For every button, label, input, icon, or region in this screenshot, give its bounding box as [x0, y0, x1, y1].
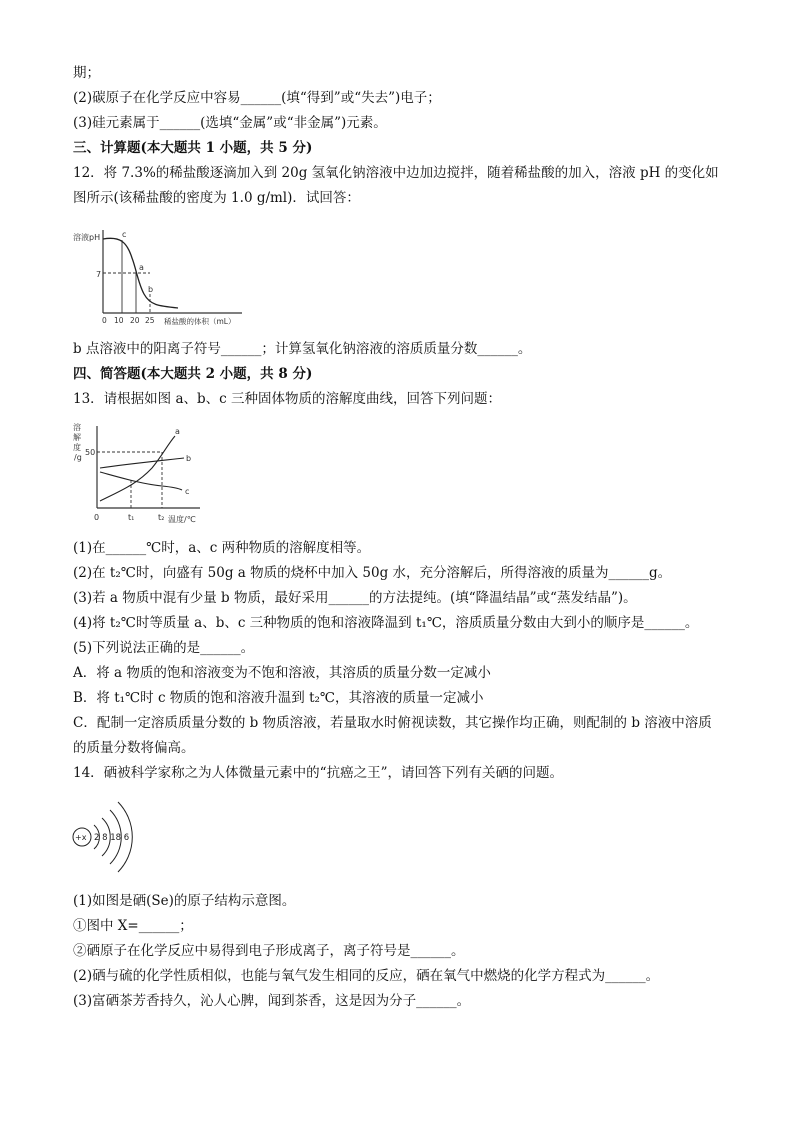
text-line: 的质量分数将偏高。: [73, 740, 195, 756]
question-14-text: 14．硒被科学家称之为人体微量元素中的“抗癌之王”，请回答下列有关硒的问题。: [73, 765, 563, 781]
text-line: (2)硒与硫的化学性质相似，也能与氧气发生相同的反应，硒在氧气中燃烧的化学方程式为______。: [73, 968, 660, 984]
text-line: (3)若 a 物质中混有少量 b 物质，最好采用______的方法提纯。(填“降温结晶”或“蒸发结晶”)。: [73, 590, 637, 606]
sol-xtick: t₂: [158, 513, 165, 522]
sol-ylabel-char: 溶: [73, 423, 81, 432]
ph-xtick: 10: [114, 316, 124, 325]
ph-xlabel: 稀盐酸的体积（mL）: [164, 317, 236, 326]
selenium-atom-diagram: [72, 792, 162, 882]
sol-ytick-50: 50: [85, 448, 96, 457]
section-heading: 四、简答题(本大题共 2 小题，共 8 分): [73, 366, 313, 382]
sol-xtick: 0: [94, 513, 100, 522]
sol-curve-a-label: a: [175, 427, 180, 436]
sol-ylabel-char: 解: [73, 433, 81, 442]
option-a: A．将 a 物质的饱和溶液变为不饱和溶液，其溶质的质量分数一定减小: [73, 665, 491, 681]
ph-xtick: 25: [145, 316, 155, 325]
sol-ylabel-char: /g: [74, 453, 82, 462]
ph-point-b: b: [148, 285, 154, 294]
ph-point-c: c: [122, 230, 127, 239]
ph-point-a: a: [139, 263, 144, 272]
sol-xlabel: 温度/℃: [168, 515, 196, 524]
text-line: (3)硅元素属于______(选填“金属”或“非金属”)元素。: [73, 115, 387, 131]
ph-ylabel: 溶液pH: [73, 233, 101, 242]
ph-curve-figure: [72, 220, 250, 332]
text-line: (1)如图是硒(Se)的原子结构示意图。: [73, 893, 296, 909]
sol-ylabel-char: 度: [73, 443, 81, 452]
text-line: (3)富硒茶芳香持久，沁人心脾，闻到茶香，这是因为分子______。: [73, 993, 471, 1009]
ph-xtick: 20: [130, 316, 140, 325]
section-heading: 三、计算题(本大题共 1 小题，共 5 分): [73, 140, 313, 156]
text-line: (1)在______℃时，a、c 两种物质的溶解度相等。: [73, 540, 371, 556]
ph-ytick-7: 7: [96, 270, 102, 279]
text-line: ①图中 X=______；: [73, 918, 193, 934]
ph-xtick: 0: [102, 316, 107, 325]
sol-xtick: t₁: [128, 513, 135, 522]
text-line: 图所示(该稀盐酸的密度为 1.0 g/ml)．试回答：: [73, 190, 360, 206]
text-line: (5)下列说法正确的是______。: [73, 640, 255, 656]
text-line: ②硒原子在化学反应中易得到电子形成离子，离子符号是______。: [73, 943, 465, 959]
sol-curve-b-label: b: [186, 454, 192, 463]
question-13-text: 13．请根据如图 a、b、c 三种固体物质的溶解度曲线，回答下列问题：: [73, 391, 502, 407]
text-line: (2)碳原子在化学反应中容易______(填“得到”或“失去”)电子；: [73, 90, 441, 106]
sol-curve-c-label: c: [185, 487, 190, 496]
option-b: B．将 t₁℃时 c 物质的饱和溶液升温到 t₂℃，其溶液的质量一定减小: [73, 690, 484, 706]
atom-nucleus: +x: [75, 833, 87, 842]
question-12-text: 12．将 7.3%的稀盐酸逐滴加入到 20g 氢氧化钠溶液中边加边搅拌，随着稀盐酸的加入，溶液 pH 的变化如: [73, 165, 719, 181]
text-line: (4)将 t₂℃时等质量 a、b、c 三种物质的饱和溶液降温到 t₁℃，溶质质量分数由大到小的顺序是______。: [73, 615, 699, 631]
text-line: (2)在 t₂℃时，向盛有 50g a 物质的烧杯中加入 50g 水，充分溶解后，所得溶液的质量为______g。: [73, 565, 672, 581]
solubility-curve-figure: [72, 418, 204, 528]
text-line: b 点溶液中的阳离子符号______；计算氢氧化钠溶液的溶质质量分数______。: [73, 341, 532, 357]
option-c: C．配制一定溶质质量分数的 b 物质溶液，若量取水时俯视读数，其它操作均正确，则配制的 b 溶液中溶质: [73, 715, 712, 731]
atom-shell-electrons: 2 8 18 6: [94, 833, 130, 843]
text-line: 期；: [73, 65, 100, 81]
